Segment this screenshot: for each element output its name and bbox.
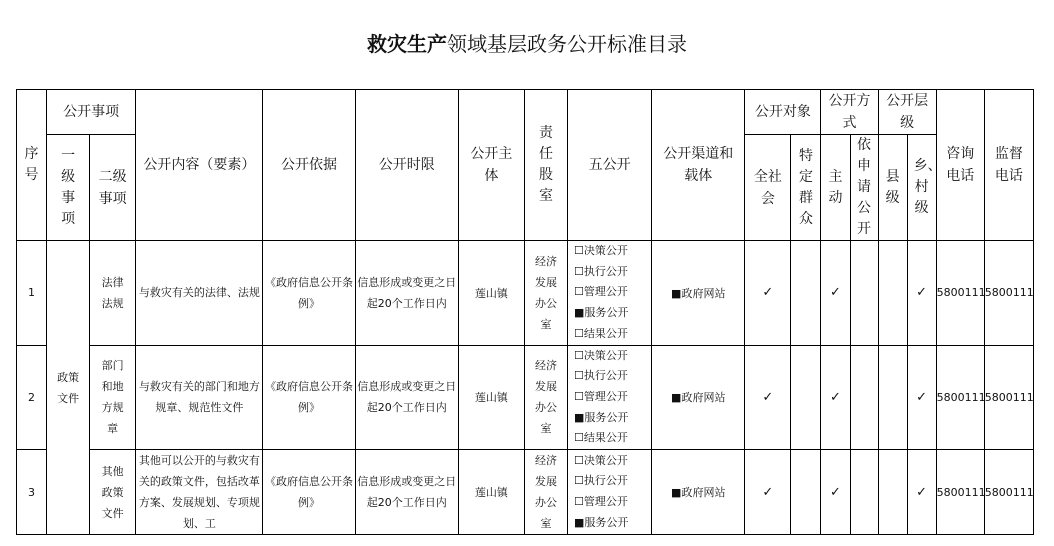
five-item: ☐结果公开 [574,326,628,340]
cell-content: 与救灾有关的部门和地方规章、规范性文件 [136,345,263,450]
header-level-county: 县级 [878,135,907,241]
five-item: ■服务公开 [574,515,629,529]
header-target: 公开对象 [745,90,821,135]
cell-subject: 莲山镇 [458,450,524,535]
cell-level2: 法律法规 [90,241,136,346]
cell-time: 信息形成或变更之日起20个工作日内 [355,241,458,346]
header-method-active: 主动 [821,135,850,241]
cell-method-apply [850,345,878,450]
cell-target-all: ✓ [745,345,791,450]
five-item: ■服务公开 [574,306,629,320]
header-items: 公开事项 [47,90,136,135]
five-item: ☐决策公开 [574,244,628,257]
header-channel: 公开渠道和载体 [652,90,745,241]
cell-level1-group: 政策文件 [47,241,90,535]
cell-method-active: ✓ [821,345,850,450]
cell-time: 信息形成或变更之日起20个工作日内 [355,345,458,450]
cell-basis: 《政府信息公开条例》 [263,241,355,346]
cell-content: 其他可以公开的与救灾有关的政策文件，包括改革方案、发展规划、专项规划、工 [136,450,263,535]
cell-five [568,241,652,346]
table-row [17,450,1034,535]
header-seq: 序号 [17,90,47,241]
header-consult: 咨询电话 [936,90,984,241]
header-method: 公开方式 [821,90,878,135]
header-method-apply: 依申请公开 [850,135,878,241]
header-level: 公开层级 [878,90,936,135]
table-row [17,345,1034,450]
title-bold: 救灾生产 [367,32,447,56]
cell-content: 与救灾有关的法律、法规 [136,241,263,346]
catalog-table [16,89,1034,535]
cell-target-all: ✓ [745,241,791,346]
cell-channel: ■政府网站 [652,345,745,450]
title-rest: 领域基层政务公开标准目录 [447,32,687,56]
cell-method-active: ✓ [821,241,850,346]
header-level1: 一级事项 [47,135,90,241]
five-item: ☐执行公开 [574,369,628,383]
cell-target-all: ✓ [745,450,791,535]
cell-basis: 《政府信息公开条例》 [263,450,355,535]
header-level2: 二级事项 [90,135,136,241]
five-item: ☐管理公开 [574,495,628,509]
cell-method-apply [850,241,878,346]
cell-level-county [878,241,907,346]
header-basis: 公开依据 [263,90,355,241]
cell-five [568,345,652,450]
cell-office: 经济发展办公室 [524,241,567,346]
header-level-town: 乡、村级 [907,135,936,241]
cell-level-county [878,345,907,450]
cell-seq: 2 [17,345,47,450]
cell-supervise: 5800111 [984,345,1033,450]
cell-target-specific [791,450,821,535]
header-target-specific: 特定群众 [791,135,821,241]
five-item: ☐执行公开 [574,474,628,488]
five-item: ☐执行公开 [574,264,628,278]
header-five: 五公开 [568,90,652,241]
header-office: 责任股室 [524,90,567,241]
five-item: ☐决策公开 [574,348,628,362]
header-time-limit: 公开时限 [355,90,458,241]
cell-office: 经济发展办公室 [524,345,567,450]
cell-method-active: ✓ [821,450,850,535]
header-content: 公开内容（要素） [136,90,263,241]
cell-seq: 3 [17,450,47,535]
cell-seq: 1 [17,241,47,346]
cell-five [568,450,652,535]
cell-time: 信息形成或变更之日起20个工作日内 [355,450,458,535]
cell-channel: ■政府网站 [652,450,745,535]
cell-level-town: ✓ [907,450,936,535]
cell-level-town: ✓ [907,241,936,346]
header-subject: 公开主体 [458,90,524,241]
cell-subject: 莲山镇 [458,241,524,346]
cell-consult: 5800111 [936,241,984,346]
cell-consult: 5800111 [936,345,984,450]
five-item: ☐管理公开 [574,285,628,299]
cell-channel: ■政府网站 [652,241,745,346]
header-target-all: 全社会 [745,135,791,241]
cell-level-county [878,450,907,535]
cell-level-town: ✓ [907,345,936,450]
cell-level2: 部门和地方规章 [90,345,136,450]
cell-supervise: 5800111 [984,450,1033,535]
five-item: ■服务公开 [574,410,629,424]
cell-subject: 莲山镇 [458,345,524,450]
five-item: ☐结果公开 [574,431,628,445]
five-item: ☐管理公开 [574,389,628,403]
cell-basis: 《政府信息公开条例》 [263,345,355,450]
table-row [17,241,1034,346]
cell-supervise: 5800111 [984,241,1033,346]
five-item: ☐决策公开 [574,453,628,467]
cell-target-specific [791,241,821,346]
cell-level2: 其他政策文件 [90,450,136,535]
cell-method-apply [850,450,878,535]
cell-office: 经济发展办公室 [524,450,567,535]
page-title [0,30,1054,58]
cell-target-specific [791,345,821,450]
header-supervise: 监督电话 [984,90,1033,241]
cell-consult: 5800111 [936,450,984,535]
